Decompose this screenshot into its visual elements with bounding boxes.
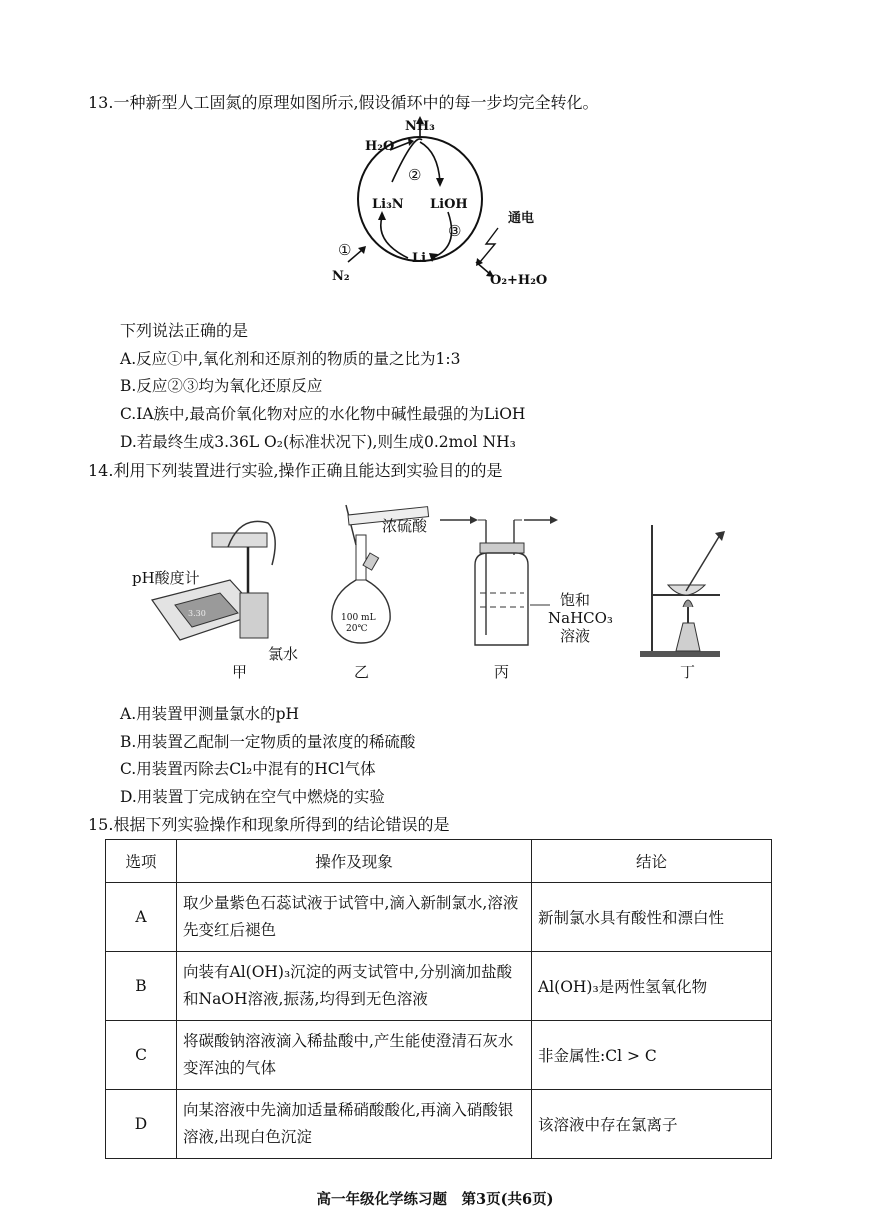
electrolysis-label: 通电 xyxy=(508,211,535,226)
table-header-row xyxy=(106,840,772,883)
lioh-label: LiOH xyxy=(430,197,468,212)
row-key: D xyxy=(106,1090,177,1159)
q14-option-d: D.用装置丁完成钠在空气中燃烧的实验 xyxy=(120,788,385,806)
label-yi: 乙 xyxy=(354,663,370,681)
ph-meter-label: pH酸度计 xyxy=(132,569,200,587)
q15-stem: 15.根据下列实验操作和现象所得到的结论错误的是 xyxy=(88,815,450,834)
solution-label: 溶液 xyxy=(560,627,591,645)
q14-stem: 14.利用下列装置进行实验,操作正确且能达到实验目的的是 xyxy=(88,461,503,480)
li3n-label: Li₃N xyxy=(372,197,404,212)
row-key: C xyxy=(106,1021,177,1090)
q13-stem: 13.一种新型人工固氮的原理如图所示,假设循环中的每一步均完全转化。 xyxy=(88,93,599,112)
flask-temp-label: 20℃ xyxy=(346,624,368,634)
row-operation: 取少量紫色石蕊试液于试管中,滴入新制氯水,溶液先变红后褪色 xyxy=(177,883,532,952)
page-footer: 高一年级化学练习题 第3页(共6页) xyxy=(316,1191,554,1208)
header-operation: 操作及现象 xyxy=(177,840,532,883)
q14-option-b: B.用装置乙配制一定物质的量浓度的稀硫酸 xyxy=(120,733,416,751)
q13-lead: 下列说法正确的是 xyxy=(120,321,249,340)
q13-option-d: D.若最终生成3.36L O₂(标准状况下),则生成0.2mol NH₃ xyxy=(120,433,516,451)
conc-acid-label: 浓硫酸 xyxy=(382,517,428,535)
crucible-stand-apparatus xyxy=(640,525,725,657)
row-operation: 将碳酸钠溶液滴入稀盐酸中,产生能使澄清石灰水变浑浊的气体 xyxy=(177,1021,532,1090)
nahco3-label: NaHCO₃ xyxy=(548,609,613,627)
table-row xyxy=(106,952,772,1021)
q13-option-c: C.IA族中,最高价氧化物对应的水化物中碱性最强的为LiOH xyxy=(120,405,526,423)
label-ding: 丁 xyxy=(680,663,696,681)
row-conclusion: 新制氯水具有酸性和漂白性 xyxy=(532,883,772,952)
chlorine-water-label: 氯水 xyxy=(268,645,299,663)
table-row xyxy=(106,1090,772,1159)
table-row xyxy=(106,1021,772,1090)
step2-label: ② xyxy=(408,166,422,184)
n2-label: N₂ xyxy=(332,269,350,284)
svg-text:3.30: 3.30 xyxy=(188,609,206,618)
label-bing: 丙 xyxy=(494,663,510,681)
row-conclusion: Al(OH)₃是两性氢氧化物 xyxy=(532,952,772,1021)
flask-volume-label: 100 mL xyxy=(341,613,376,623)
h2o-label: H₂O xyxy=(365,139,395,154)
q15-table xyxy=(105,839,772,1159)
header-conclusion: 结论 xyxy=(532,840,772,883)
header-option: 选项 xyxy=(106,840,177,883)
row-key: A xyxy=(106,883,177,952)
nitrogen-fixation-cycle-diagram xyxy=(320,112,560,292)
step1-label: ① xyxy=(338,241,352,259)
step3-label: ③ xyxy=(448,222,462,240)
nh3-label: NH₃ xyxy=(405,119,435,134)
apparatus-diagrams xyxy=(120,495,760,695)
row-operation: 向某溶液中先滴加适量稀硝酸酸化,再滴入硝酸银溶液,出现白色沉淀 xyxy=(177,1090,532,1159)
row-conclusion: 非金属性:Cl > C xyxy=(532,1021,772,1090)
q14-option-c: C.用装置丙除去Cl₂中混有的HCl气体 xyxy=(120,760,376,778)
row-key: B xyxy=(106,952,177,1021)
table-row xyxy=(106,883,772,952)
saturated-label: 饱和 xyxy=(560,591,591,609)
label-jia: 甲 xyxy=(232,663,248,681)
row-conclusion: 该溶液中存在氯离子 xyxy=(532,1090,772,1159)
q13-option-b: B.反应②③均为氧化还原反应 xyxy=(120,377,323,395)
row-operation: 向装有Al(OH)₃沉淀的两支试管中,分别滴加盐酸和NaOH溶液,振荡,均得到无色溶液 xyxy=(177,952,532,1021)
q13-option-a: A.反应①中,氧化剂和还原剂的物质的量之比为1:3 xyxy=(120,350,461,368)
products-label: O₂+H₂O xyxy=(490,273,548,288)
q14-option-a: A.用装置甲测量氯水的pH xyxy=(120,705,300,723)
li-label: Li xyxy=(412,251,427,266)
gas-washing-bottle-apparatus xyxy=(440,516,558,645)
